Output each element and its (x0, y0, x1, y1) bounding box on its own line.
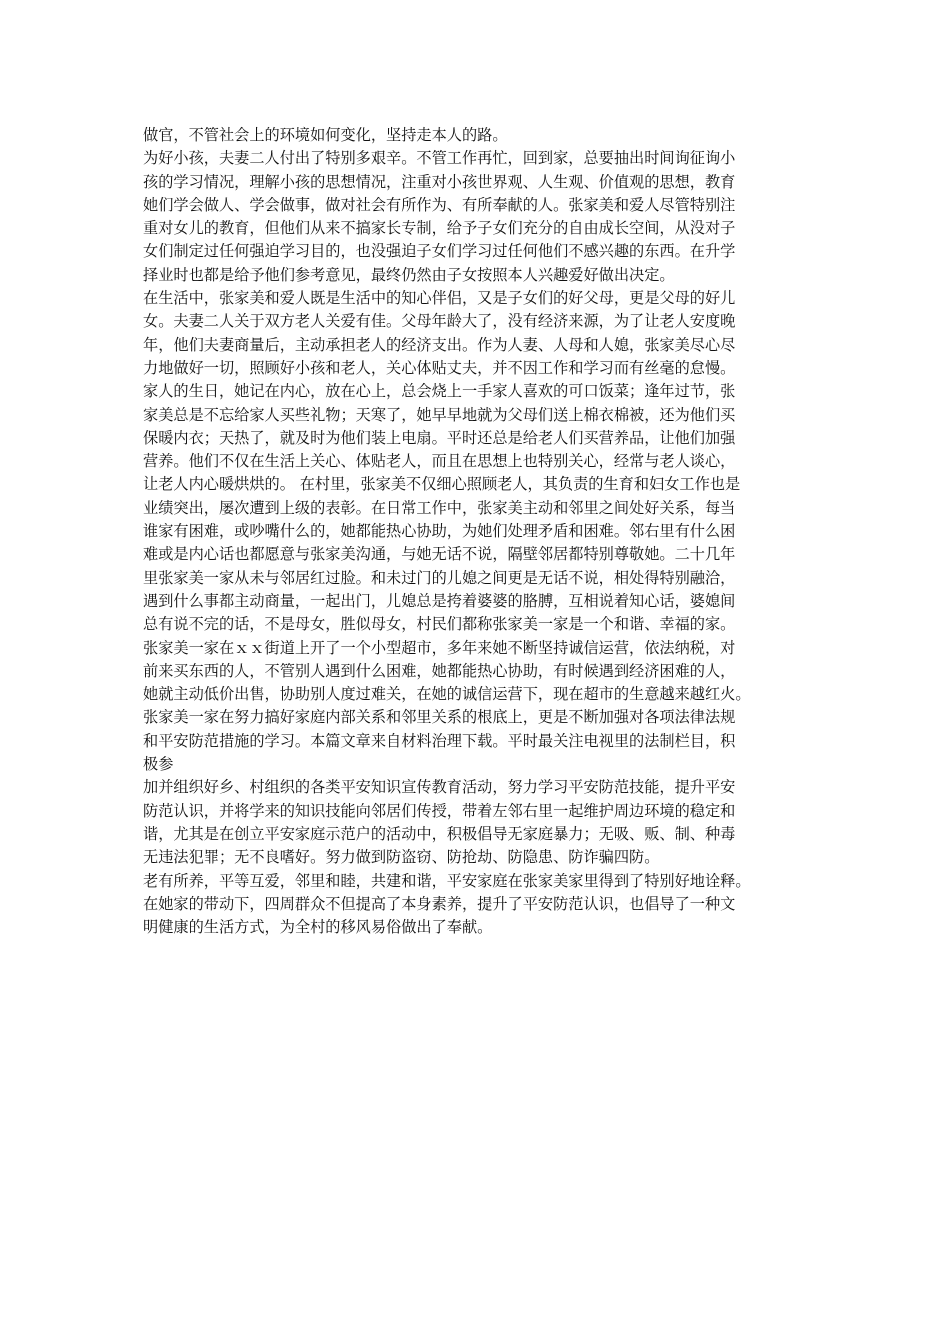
text-line: 做官，不管社会上的环境如何变化，坚持走本人的路。 (143, 126, 508, 144)
text-line: 营养。他们不仅在生活上关心、体贴老人，而且在思想上也特别关心，经常与老人谈心， (143, 452, 736, 471)
text-line: 家美总是不忘给家人买些礼物；天寒了，她早早地就为父母们送上棉衣棉被，还为他们买 (143, 405, 736, 424)
text-line: 难或是内心话也都愿意与张家美沟通，与她无话不说，隔壁邻居都特别尊敬她。二十几年 (143, 545, 736, 564)
text-line: 保暖内衣；天热了，就及时为他们装上电扇。平时还总是给老人们买营养品，让他们加强 (143, 428, 736, 447)
text-line: 谁家有困难，或吵嘴什么的，她都能热心协助，为她们处理矛盾和困难。邻右里有什么困 (143, 522, 736, 541)
text-line: 极参 (143, 755, 174, 774)
text-line: 无违法犯罪；无不良嗜好。努力做到防盗窃、防抢劫、防隐患、防诈骗四防。 (143, 848, 660, 867)
text-line: 遇到什么事都主动商量，一起出门，儿媳总是挎着婆婆的胳膊，互相说着知心话，婆媳间 (143, 591, 736, 610)
text-line: 年，他们夫妻商量后，主动承担老人的经济支出。作为人妻、人母和人媳，张家美尽心尽 (143, 335, 736, 354)
text-line: 在生活中，张家美和爱人既是生活中的知心伴侣，又是子女们的好父母，更是父母的好儿 (143, 289, 736, 308)
text-line: 总有说不完的话，不是母女，胜似母女，村民们都称张家美一家是一个和谐、幸福的家。 (143, 615, 736, 634)
text-line: 加并组织好乡、村组织的各类平安知识宣传教育活动，努力学习平安防范技能，提升平安 (143, 778, 736, 797)
text-line: 让老人内心暖烘烘的。 在村里，张家美不仅细心照顾老人，其负责的生育和妇女工作也是 (143, 475, 741, 494)
text-line: 孩的学习情况，理解小孩的思想情况，注重对小孩世界观、人生观、价值观的思想，教育 (143, 172, 736, 191)
text-line: 她就主动低价出售，协助别人度过难关，在她的诚信运营下，现在超市的生意越来越红火。 (143, 685, 751, 704)
text-line: 明健康的生活方式，为全村的移风易俗做出了奉献。 (143, 918, 493, 937)
document-body (143, 124, 818, 939)
text-line: 老有所养，平等互爱，邻里和睦，共建和谐，平安家庭在张家美家里得到了特别好地诠释。 (143, 871, 751, 890)
text-line: 谐，尤其是在创立平安家庭示范户的活动中，积极倡导无家庭暴力；无吸、贩、制、种毒 (143, 824, 736, 843)
text-line: 防范认识，并将学来的知识技能向邻居们传授，带着左邻右里一起维护周边环境的稳定和 (143, 801, 736, 820)
text-line: 她们学会做人、学会做事，做对社会有所作为、有所奉献的人。张家美和爱人尽管特别注 (143, 195, 736, 214)
text-line: 张家美一家在ｘｘ街道上开了一个小型超市，多年来她不断坚持诚信运营，依法纳税，对 (143, 638, 736, 657)
text-line: 业绩突出，屡次遭到上级的表彰。在日常工作中，张家美主动和邻里之间处好关系，每当 (143, 498, 736, 517)
text-line: 择业时也都是给予他们参考意见，最终仍然由子女按照本人兴趣爱好做出决定。 (143, 265, 675, 284)
text-line: 里张家美一家从未与邻居红过脸。和未过门的儿媳之间更是无话不说，相处得特别融洽， (143, 568, 736, 587)
text-line: 前来买东西的人，不管别人遇到什么困难，她都能热心协助，有时候遇到经济困难的人， (143, 661, 736, 680)
text-line: 在她家的带动下，四周群众不但提高了本身素养，提升了平安防范认识，也倡导了一种文 (143, 894, 736, 913)
text-line: 女们制定过任何强迫学习目的，也没强迫子女们学习过任何他们不感兴趣的东西。在升学 (143, 242, 736, 261)
text-line: 家人的生日，她记在内心，放在心上，总会烧上一手家人喜欢的可口饭菜；逢年过节，张 (143, 382, 736, 401)
text-line: 力地做好一切，照顾好小孩和老人，关心体贴丈夫，并不因工作和学习而有丝毫的怠慢。 (143, 358, 736, 377)
text-line: 张家美一家在努力搞好家庭内部关系和邻里关系的根底上，更是不断加强对各项法律法规 (143, 708, 736, 727)
text-line: 重对女儿的教育，但他们从来不搞家长专制，给予子女们充分的自由成长空间，从没对子 (143, 219, 736, 238)
text-line: 女。夫妻二人关于双方老人关爱有佳。父母年龄大了，没有经济来源，为了让老人安度晚 (143, 312, 736, 331)
text-line: 为好小孩，夫妻二人付出了特别多艰辛。不管工作再忙，回到家，总要抽出时间询征询小 (143, 149, 736, 168)
text-line: 和平安防范措施的学习。本篇文章来自材料治理下载。平时最关注电视里的法制栏目，积 (143, 731, 736, 750)
